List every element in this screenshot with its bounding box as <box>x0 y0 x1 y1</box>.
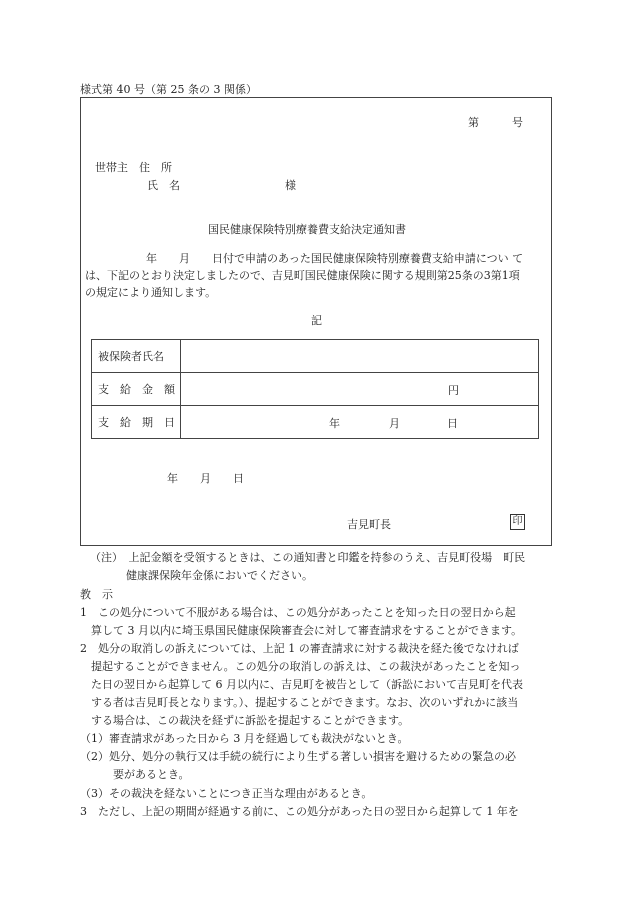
honorific: 様 <box>285 179 296 192</box>
note-line-1: （注） 上記金額を受領するときは、この通知書と印鑑を持参のうえ、吉見町役場 町民 <box>90 551 526 564</box>
teaching-line: 1 この処分について不服がある場合は、この処分があったことを知った日の翌日から起 <box>80 606 516 619</box>
body-line-1: 年 月 日付で申請のあった国民健康保険特別療養費支給申請につい て <box>146 252 524 265</box>
date-month-unit: 月 <box>389 417 400 430</box>
teaching-line: 2 処分の取消しの訴えについては、上記 1 の審査請求に対する裁決を経た後でなければ <box>80 642 519 655</box>
decision-table <box>91 339 539 439</box>
teaching-line: 提起することができません。この処分の取消しの訴えは、この裁決があったことを知っ <box>91 660 521 673</box>
payment-date-value <box>181 406 539 439</box>
teaching-line: （3）その裁決を経ないことにつき正当な理由があるとき。 <box>80 787 373 800</box>
table-row <box>92 340 539 373</box>
body-line-3: の規定により通知します。 <box>85 286 217 299</box>
teaching-line: する場合は、この裁決を経ずに訴訟を提起することができます。 <box>91 714 410 727</box>
teaching-line: た日の翌日から起算して 6 月以内に、吉見町を被告として（訴訟において吉見町を代表 <box>91 678 523 691</box>
notice-title: 国民健康保険特別療養費支給決定通知書 <box>208 223 406 236</box>
form-number: 様式第 40 号（第 25 条の 3 関係） <box>80 83 257 96</box>
payment-date-label: 支 給 期 日 <box>92 406 181 439</box>
payment-amount-label: 支 給 金 額 <box>92 373 181 406</box>
document-number-label: 第 号 <box>468 116 523 129</box>
insured-name-label: 被保険者氏名 <box>92 340 181 373</box>
table-row <box>92 373 539 406</box>
teaching-line: 算して 3 月以内に埼玉県国民健康保険審査会に対して審査請求をすることができます。 <box>91 624 523 637</box>
teaching-line: 3 ただし、上記の期間が経過する前に、この処分があった日の翌日から起算して 1 年を <box>80 805 519 818</box>
teaching-line: （2）処分、処分の執行又は手続の続行により生ずる著しい損害を避けるための緊急の必 <box>80 750 516 763</box>
date-day-unit: 日 <box>447 417 458 430</box>
teaching-line: する者は吉見町長となります。）、提起することができます。なお、次のいずれかに該当 <box>91 696 519 709</box>
insured-name-value <box>181 340 539 373</box>
note-line-2: 健康課保険年金係においでください。 <box>126 569 313 582</box>
teaching-line: （1）審査請求があった日から 3 月を経過しても裁決がないとき。 <box>80 732 409 745</box>
teaching-line: 要があるとき。 <box>113 768 190 781</box>
notice-date: 年 月 日 <box>167 472 244 485</box>
yen-unit: 円 <box>448 384 459 397</box>
issuer-name: 吉見町長 <box>347 518 391 531</box>
body-line-2: は、下記のとおり決定しましたので、吉見町国民健康保険に関する規則第25条の3第1項 <box>85 269 520 282</box>
table-row <box>92 406 539 439</box>
ki-marker: 記 <box>311 314 322 327</box>
date-year-unit: 年 <box>329 417 340 430</box>
householder-name-label: 氏 名 <box>147 179 180 192</box>
seal-stamp: 印 <box>510 514 525 530</box>
householder-address-label: 世帯主 住 所 <box>95 161 172 174</box>
teaching-heading: 教 示 <box>80 588 113 601</box>
payment-amount-value <box>181 373 539 406</box>
